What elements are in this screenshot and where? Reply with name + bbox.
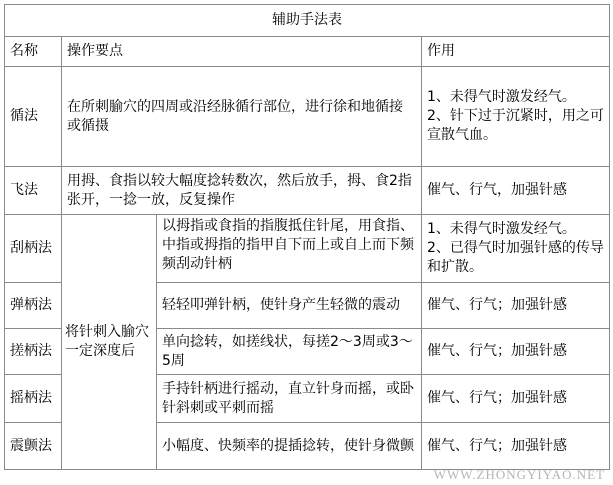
table-row	[5, 67, 610, 167]
row-name: 弹柄法	[5, 283, 62, 329]
table-header-row	[5, 37, 610, 67]
watermark: WWW.ZHONGYIYAO.NET	[433, 467, 605, 482]
table-title: 辅助手法表	[5, 5, 610, 37]
shared-method-cell: 将针刺入腧穴一定深度后	[62, 215, 157, 470]
auxiliary-techniques-table	[4, 4, 610, 470]
row-effect: 1、未得气时激发经气。 2、针下过于沉紧时，用之可宣散气血。	[422, 67, 610, 167]
row-effect: 1、未得气时激发经气。 2、已得气时加强针感的传导和扩散。	[422, 215, 610, 283]
row-key-points: 以拇指或食指的指腹抵住针尾，用食指、中指或拇指的指甲自下而上或自上而下频频刮动针柄	[157, 215, 422, 283]
row-key-points: 单向捻转，如搓线状，每搓2～3周或3～5周	[157, 329, 422, 375]
row-name: 刮柄法	[5, 215, 62, 283]
table-title-row	[5, 5, 610, 37]
row-effect: 催气、行气，加强针感	[422, 167, 610, 215]
table-row	[5, 215, 610, 283]
row-key-points: 轻轻叩弹针柄，使针身产生轻微的震动	[157, 283, 422, 329]
row-key-points: 小幅度、快频率的提插捻转，使针身微颤	[157, 423, 422, 470]
header-key-points: 操作要点	[62, 37, 422, 67]
row-key-points: 用拇、食指以较大幅度捻转数次，然后放手，拇、食2指张开，一捻一放，反复操作	[62, 167, 422, 215]
table-row	[5, 167, 610, 215]
row-key-points: 在所刺腧穴的四周或沿经脉循行部位，进行徐和地循接或循摄	[62, 67, 422, 167]
row-effect: 催气、行气；加强针感	[422, 329, 610, 375]
row-name: 搓柄法	[5, 329, 62, 375]
row-name: 摇柄法	[5, 375, 62, 423]
row-effect: 催气、行气；加强针感	[422, 283, 610, 329]
row-name: 飞法	[5, 167, 62, 215]
row-name: 震颤法	[5, 423, 62, 470]
row-effect: 催气、行气；加强针感	[422, 423, 610, 470]
header-name: 名称	[5, 37, 62, 67]
row-key-points: 手持针柄进行摇动，直立针身而摇，或卧针斜刺或平刺而摇	[157, 375, 422, 423]
row-effect: 催气、行气；加强针感	[422, 375, 610, 423]
row-name: 循法	[5, 67, 62, 167]
header-effect: 作用	[422, 37, 610, 67]
